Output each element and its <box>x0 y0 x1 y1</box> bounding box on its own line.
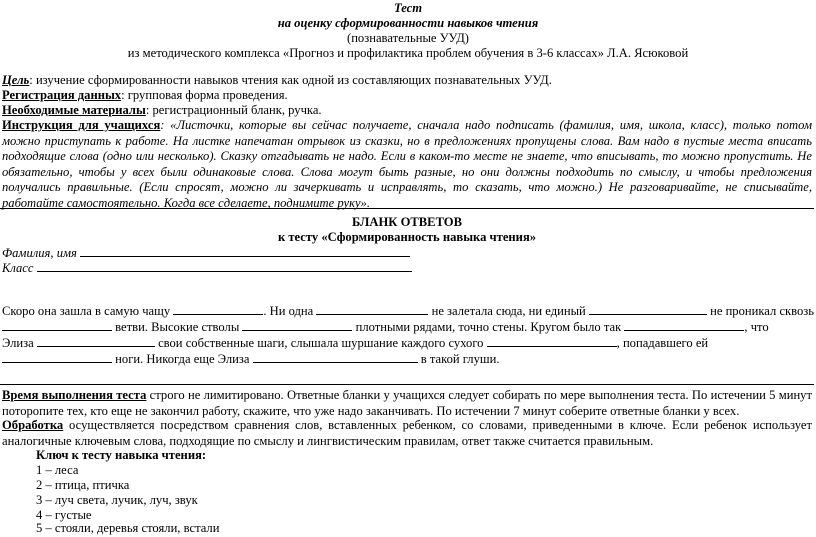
answer-blank-10[interactable] <box>253 351 418 363</box>
story-text: , попадавшего ей <box>616 336 709 350</box>
processing-paragraph <box>2 418 812 449</box>
story-text: свои собственные шаги, слышала шуршание каждого сухого <box>158 336 484 350</box>
story-text: Скоро она зашла в самую чащу <box>2 304 171 318</box>
materials-label: Необходимые материалы <box>2 103 146 117</box>
time-label: Время выполнения теста <box>2 388 147 402</box>
answer-blank-5[interactable] <box>242 319 352 331</box>
instruction-label: Инструкция для учащихся <box>2 118 161 132</box>
time-paragraph <box>2 388 812 419</box>
answer-blank-4[interactable] <box>2 319 112 331</box>
doc-uud: (познавательные УУД) <box>347 31 469 45</box>
registration-paragraph <box>2 88 812 104</box>
story-text: ветви. Высокие стволы <box>115 320 240 334</box>
processing-text: осуществляется посредством сравнения слов, вставленных ребенком, со словами, приведенными в ключе. Если ребенок использует аналогичные ключевым слова, подходящие по смыслу и лингвистическим правилам, ответ также считается правильным. <box>2 418 812 448</box>
doc-title: Тест <box>393 1 423 15</box>
materials-text: : регистрационный бланк, ручка. <box>145 103 322 117</box>
story-text: не проникал сквозь <box>710 304 815 318</box>
key-item-3: 3 – луч света, лучик, луч, звук <box>36 493 198 507</box>
doc-subtitle: на оценку сформированности навыков чтения <box>277 16 539 30</box>
form-title: БЛАНК ОТВЕТОВ <box>352 215 462 229</box>
class-row <box>2 260 412 277</box>
story-line-1 <box>2 303 814 320</box>
form-subtitle: к тесту «Сформированность навыка чтения» <box>277 230 537 244</box>
story-text: плотными рядами, точно стены. Кругом было так <box>355 320 622 334</box>
key-item-5: 5 – стояли, деревья стояли, встали <box>36 521 220 535</box>
name-label: Фамилия, имя <box>2 246 77 260</box>
key-item-1: 1 – леса <box>36 463 79 477</box>
story-text: не залетала сюда, ни единый <box>431 304 586 318</box>
story-text: . Ни одна <box>263 304 314 318</box>
answer-form <box>0 208 814 385</box>
goal-label: Цель <box>2 73 30 87</box>
key-item-4: 4 – густые <box>36 508 92 522</box>
goal-text: : изучение сформированности навыков чтения как одной из составляющих познавательных УУД. <box>29 73 552 87</box>
answer-blank-1[interactable] <box>173 303 263 315</box>
processing-label: Обработка <box>2 418 64 432</box>
registration-label: Регистрация данных <box>2 88 122 102</box>
story-line-2 <box>2 319 769 336</box>
answer-blank-9[interactable] <box>2 351 112 363</box>
class-blank[interactable] <box>37 260 412 272</box>
story-text: Элиза <box>2 336 34 350</box>
story-text: , что <box>744 320 769 334</box>
answer-blank-7[interactable] <box>37 335 155 347</box>
time-text: строго не лимитировано. Ответные бланки у учащихся следует собирать по мере выполнения теста. По истечении 5 минут поторопите тех, кто еще не закончил работу, скажите, что уже надо заканчивать. По истечении 7 минут соберите ответные бланки у всех. <box>2 388 812 418</box>
goal-paragraph <box>2 73 812 89</box>
key-item-2: 2 – птица, птичка <box>36 478 130 492</box>
story-text: ноги. Никогда еще Элиза <box>115 352 250 366</box>
instruction-paragraph <box>2 118 812 212</box>
materials-paragraph <box>2 103 812 119</box>
name-blank[interactable] <box>80 245 410 257</box>
answer-blank-8[interactable] <box>487 335 617 347</box>
story-text: в такой глуши. <box>420 352 500 366</box>
answer-blank-6[interactable] <box>624 319 744 331</box>
answer-blank-3[interactable] <box>589 303 707 315</box>
instruction-text: : «Листочки, которые вы сейчас получаете, сначала надо подписать (фамилия, имя, школа, класс), только потом можно приступать к работе. На листке напечатан отрывок из сказки, но в предложениях пропущены слова. Вам надо в пустые места вписать подходящие слова (одно или несколько). Сказку отгадывать не надо. Если в каком-то месте не знаете, что вписывать, то можно пропустить. Не обязательно, чтобы у всех были одинаковые слова. Слова могут быть разные, но они должны подходить по смыслу, и чтобы предложения получались правильные. (Если спросят, можно ли зачеркивать и исправлять, то сказать, что можно.) Не разговаривайте, не списывайте, работайте самостоятельно. Когда все сделаете, поднимите руку». <box>2 118 812 210</box>
story-line-4 <box>2 351 499 368</box>
key-title: Ключ к тесту навыка чтения: <box>36 448 207 462</box>
class-label: Класс <box>2 261 34 275</box>
story-line-3 <box>2 335 708 352</box>
doc-source: из методического комплекса «Прогноз и профилактика проблем обучения в 3-6 классах» Л.А. Ясюковой <box>127 46 689 60</box>
answer-blank-2[interactable] <box>316 303 428 315</box>
registration-text: : групповая форма проведения. <box>121 88 288 102</box>
